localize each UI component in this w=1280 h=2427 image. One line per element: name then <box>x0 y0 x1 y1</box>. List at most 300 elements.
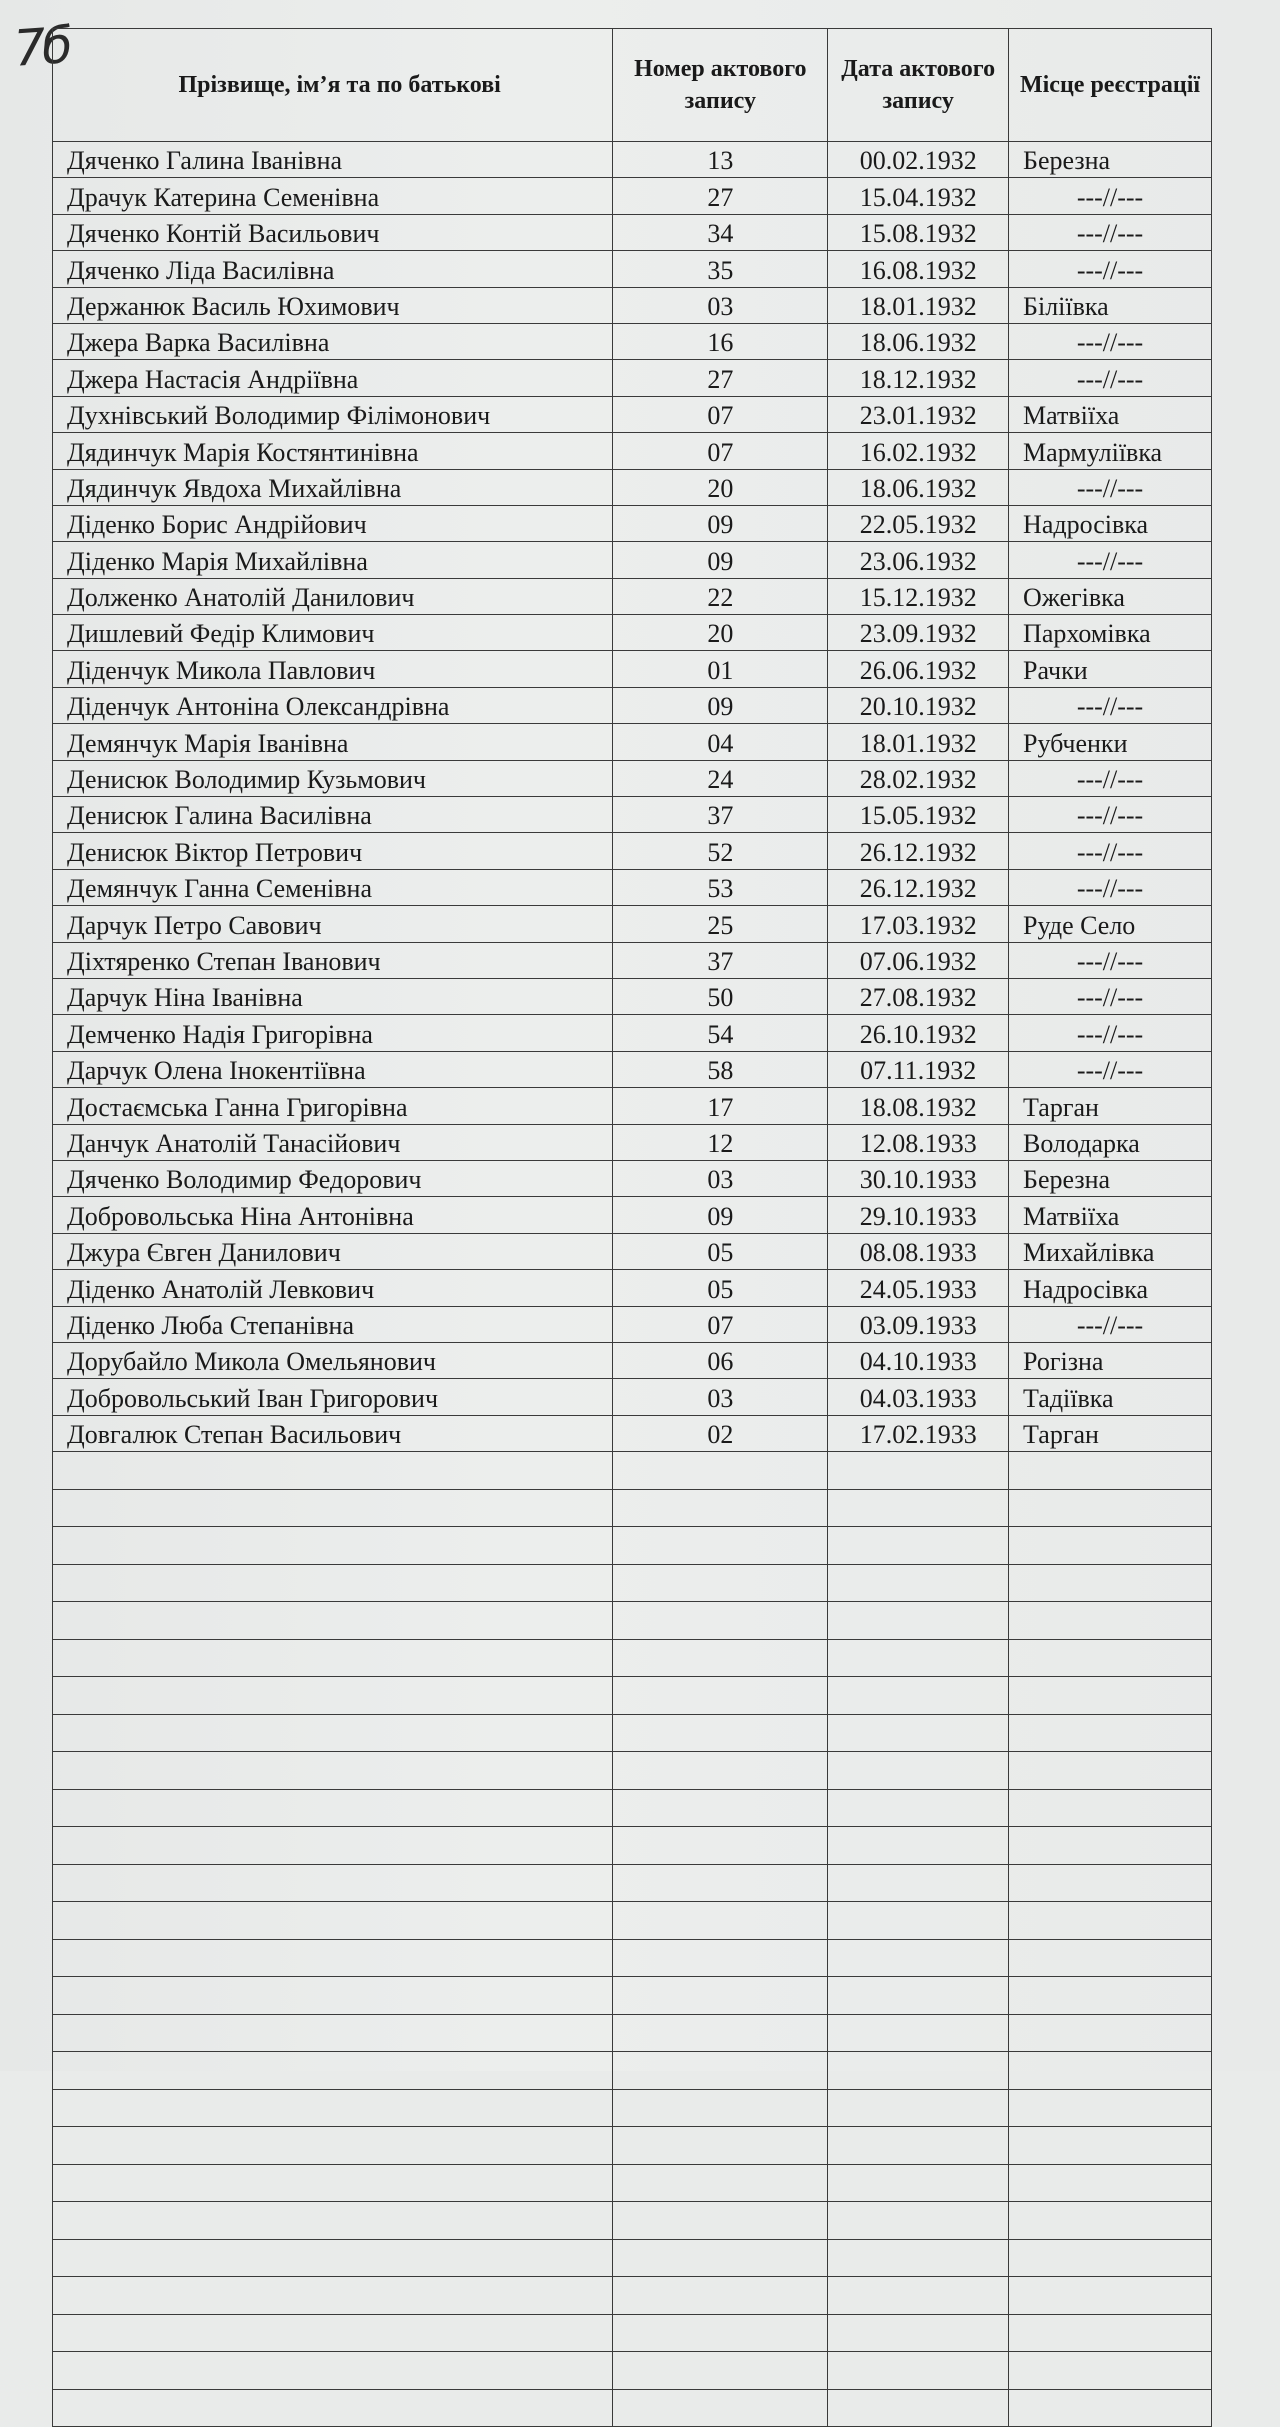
cell-record-date: 04.03.1933 <box>828 1379 1009 1415</box>
cell-name: Демянчук Марія Іванівна <box>53 724 613 760</box>
cell-record-number: 16 <box>613 323 828 359</box>
cell-place: ---//--- <box>1009 760 1212 796</box>
cell-record-date: 20.10.1932 <box>828 687 1009 723</box>
empty-cell <box>613 1714 828 1752</box>
cell-record-date: 15.05.1932 <box>828 797 1009 833</box>
cell-name: Дядинчук Явдоха Михайлівна <box>53 469 613 505</box>
empty-cell <box>613 2089 828 2127</box>
empty-cell <box>1009 1452 1212 1490</box>
empty-cell <box>828 2239 1009 2277</box>
cell-record-number: 22 <box>613 578 828 614</box>
cell-place: Біліївка <box>1009 287 1212 323</box>
cell-name: Демченко Надія Григорівна <box>53 1015 613 1051</box>
empty-cell <box>828 1527 1009 1565</box>
cell-place: Тарган <box>1009 1088 1212 1124</box>
cell-name: Діденко Марія Михайлівна <box>53 542 613 578</box>
cell-record-number: 17 <box>613 1088 828 1124</box>
empty-cell <box>613 1639 828 1677</box>
table-row <box>53 360 1212 396</box>
empty-cell <box>53 1752 613 1790</box>
cell-name: Денисюк Віктор Петрович <box>53 833 613 869</box>
cell-record-number: 25 <box>613 906 828 942</box>
empty-cell <box>613 2352 828 2390</box>
table-row <box>53 651 1212 687</box>
cell-record-number: 09 <box>613 687 828 723</box>
cell-record-date: 30.10.1933 <box>828 1160 1009 1196</box>
cell-record-number: 12 <box>613 1124 828 1160</box>
empty-cell <box>828 1752 1009 1790</box>
cell-place: Матвіїха <box>1009 1197 1212 1233</box>
cell-place: ---//--- <box>1009 833 1212 869</box>
cell-record-date: 04.10.1933 <box>828 1342 1009 1378</box>
empty-cell <box>1009 1714 1212 1752</box>
empty-cell <box>613 1789 828 1827</box>
empty-cell <box>1009 2089 1212 2127</box>
table-row <box>53 142 1212 178</box>
empty-cell <box>828 1489 1009 1527</box>
cell-record-number: 27 <box>613 360 828 396</box>
empty-cell <box>828 1864 1009 1902</box>
empty-cell <box>613 2164 828 2202</box>
cell-record-date: 22.05.1932 <box>828 505 1009 541</box>
empty-cell <box>613 1602 828 1640</box>
empty-cell <box>53 1564 613 1602</box>
empty-row <box>53 1452 1212 1490</box>
empty-row <box>53 2277 1212 2315</box>
empty-cell <box>53 2164 613 2202</box>
cell-record-number: 09 <box>613 505 828 541</box>
empty-cell <box>1009 2014 1212 2052</box>
cell-place: Березна <box>1009 1160 1212 1196</box>
empty-row <box>53 2314 1212 2352</box>
empty-row <box>53 1789 1212 1827</box>
cell-place: ---//--- <box>1009 178 1212 214</box>
empty-cell <box>53 1789 613 1827</box>
empty-cell <box>1009 2314 1212 2352</box>
empty-row <box>53 2352 1212 2390</box>
cell-name: Дядинчук Марія Костянтинівна <box>53 433 613 469</box>
cell-name: Дишлевий Федір Климович <box>53 615 613 651</box>
cell-record-number: 06 <box>613 1342 828 1378</box>
cell-name: Діденко Борис Андрійович <box>53 505 613 541</box>
cell-place: Надросівка <box>1009 505 1212 541</box>
cell-place: ---//--- <box>1009 323 1212 359</box>
cell-name: Добровольська Ніна Антонівна <box>53 1197 613 1233</box>
empty-cell <box>828 2202 1009 2240</box>
table-row <box>53 1415 1212 1451</box>
registry-table <box>52 28 1212 2427</box>
empty-cell <box>1009 2127 1212 2165</box>
empty-cell <box>828 1564 1009 1602</box>
cell-record-number: 50 <box>613 978 828 1014</box>
empty-row <box>53 2014 1212 2052</box>
cell-record-number: 13 <box>613 142 828 178</box>
empty-cell <box>53 1714 613 1752</box>
empty-cell <box>828 2164 1009 2202</box>
header-place: Місце реєстрації <box>1009 29 1212 142</box>
header-record-date: Дата актового запису <box>828 29 1009 142</box>
empty-cell <box>1009 1752 1212 1790</box>
empty-cell <box>1009 1864 1212 1902</box>
table-row <box>53 797 1212 833</box>
table-row <box>53 1233 1212 1269</box>
cell-name: Діденчук Антоніна Олександрівна <box>53 687 613 723</box>
table-row <box>53 505 1212 541</box>
cell-record-number: 09 <box>613 1197 828 1233</box>
cell-place: ---//--- <box>1009 797 1212 833</box>
table-row <box>53 760 1212 796</box>
cell-record-date: 17.02.1933 <box>828 1415 1009 1451</box>
header-name: Прізвище, ім’я та по батькові <box>53 29 613 142</box>
empty-row <box>53 2052 1212 2090</box>
cell-place: ---//--- <box>1009 1306 1212 1342</box>
empty-cell <box>613 1827 828 1865</box>
cell-record-number: 24 <box>613 760 828 796</box>
cell-record-number: 20 <box>613 615 828 651</box>
cell-place: Тарган <box>1009 1415 1212 1451</box>
empty-cell <box>1009 1827 1212 1865</box>
empty-cell <box>1009 1977 1212 2015</box>
table-row <box>53 906 1212 942</box>
cell-place: ---//--- <box>1009 251 1212 287</box>
empty-cell <box>1009 1564 1212 1602</box>
cell-record-number: 20 <box>613 469 828 505</box>
cell-record-date: 27.08.1932 <box>828 978 1009 1014</box>
cell-record-date: 23.06.1932 <box>828 542 1009 578</box>
cell-name: Достаємська Ганна Григорівна <box>53 1088 613 1124</box>
table-row <box>53 615 1212 651</box>
empty-cell <box>1009 1489 1212 1527</box>
cell-place: Мармуліївка <box>1009 433 1212 469</box>
cell-place: ---//--- <box>1009 360 1212 396</box>
empty-cell <box>613 1864 828 1902</box>
table-row <box>53 1015 1212 1051</box>
cell-place: ---//--- <box>1009 869 1212 905</box>
empty-cell <box>613 2314 828 2352</box>
empty-row <box>53 1827 1212 1865</box>
cell-record-date: 00.02.1932 <box>828 142 1009 178</box>
cell-name: Добровольський Іван Григорович <box>53 1379 613 1415</box>
cell-record-number: 07 <box>613 396 828 432</box>
cell-record-number: 02 <box>613 1415 828 1451</box>
empty-row <box>53 1489 1212 1527</box>
empty-row <box>53 2202 1212 2240</box>
cell-name: Денисюк Володимир Кузьмович <box>53 760 613 796</box>
cell-record-date: 03.09.1933 <box>828 1306 1009 1342</box>
cell-name: Діденчук Микола Павлович <box>53 651 613 687</box>
cell-name: Діденко Люба Степанівна <box>53 1306 613 1342</box>
empty-cell <box>613 2014 828 2052</box>
empty-row <box>53 2089 1212 2127</box>
empty-cell <box>1009 1939 1212 1977</box>
empty-cell <box>1009 1639 1212 1677</box>
empty-cell <box>1009 2277 1212 2315</box>
empty-row <box>53 2389 1212 2427</box>
empty-cell <box>53 2202 613 2240</box>
cell-record-number: 03 <box>613 1160 828 1196</box>
table-row <box>53 178 1212 214</box>
empty-row <box>53 1939 1212 1977</box>
cell-record-date: 26.12.1932 <box>828 869 1009 905</box>
empty-cell <box>828 1602 1009 1640</box>
handwritten-page-number: 7б <box>12 16 71 78</box>
empty-row <box>53 1752 1212 1790</box>
empty-cell <box>53 2052 613 2090</box>
empty-cell <box>828 2352 1009 2390</box>
empty-cell <box>1009 2164 1212 2202</box>
empty-cell <box>613 2389 828 2427</box>
empty-cell <box>828 2052 1009 2090</box>
empty-cell <box>1009 1527 1212 1565</box>
empty-cell <box>53 2389 613 2427</box>
cell-name: Дорубайло Микола Омельянович <box>53 1342 613 1378</box>
table-row <box>53 724 1212 760</box>
cell-name: Держанюк Василь Юхимович <box>53 287 613 323</box>
cell-place: ---//--- <box>1009 978 1212 1014</box>
empty-cell <box>613 2052 828 2090</box>
empty-cell <box>828 1714 1009 1752</box>
empty-cell <box>1009 2389 1212 2427</box>
empty-row <box>53 1639 1212 1677</box>
empty-cell <box>53 1902 613 1940</box>
cell-record-date: 18.12.1932 <box>828 360 1009 396</box>
cell-place: Михайлівка <box>1009 1233 1212 1269</box>
table-row <box>53 1342 1212 1378</box>
cell-record-date: 16.08.1932 <box>828 251 1009 287</box>
empty-cell <box>1009 2239 1212 2277</box>
cell-record-date: 08.08.1933 <box>828 1233 1009 1269</box>
cell-record-date: 26.06.1932 <box>828 651 1009 687</box>
cell-place: Ожегівка <box>1009 578 1212 614</box>
cell-record-date: 18.01.1932 <box>828 287 1009 323</box>
cell-place: ---//--- <box>1009 469 1212 505</box>
cell-name: Джура Євген Данилович <box>53 1233 613 1269</box>
empty-cell <box>828 1939 1009 1977</box>
empty-cell <box>613 1939 828 1977</box>
empty-row <box>53 1864 1212 1902</box>
cell-place: Володарка <box>1009 1124 1212 1160</box>
empty-cell <box>613 2239 828 2277</box>
cell-record-date: 18.06.1932 <box>828 323 1009 359</box>
cell-name: Діхтяренко Степан Іванович <box>53 942 613 978</box>
empty-cell <box>53 2277 613 2315</box>
empty-cell <box>53 1639 613 1677</box>
cell-record-date: 16.02.1932 <box>828 433 1009 469</box>
cell-place: Руде Село <box>1009 906 1212 942</box>
cell-name: Дарчук Петро Савович <box>53 906 613 942</box>
empty-cell <box>53 1527 613 1565</box>
cell-record-date: 23.09.1932 <box>828 615 1009 651</box>
cell-record-number: 37 <box>613 942 828 978</box>
cell-name: Довгалюк Степан Васильович <box>53 1415 613 1451</box>
cell-record-date: 18.06.1932 <box>828 469 1009 505</box>
cell-place: Рубченки <box>1009 724 1212 760</box>
empty-row <box>53 1564 1212 1602</box>
empty-cell <box>1009 1902 1212 1940</box>
table-row <box>53 323 1212 359</box>
table-row <box>53 1306 1212 1342</box>
cell-name: Дяченко Галина Іванівна <box>53 142 613 178</box>
cell-name: Джера Настасія Андріївна <box>53 360 613 396</box>
empty-cell <box>613 1452 828 1490</box>
empty-cell <box>828 2277 1009 2315</box>
empty-cell <box>828 1977 1009 2015</box>
empty-row <box>53 1902 1212 1940</box>
cell-record-number: 07 <box>613 433 828 469</box>
table-row <box>53 1051 1212 1087</box>
table-row <box>53 251 1212 287</box>
cell-place: ---//--- <box>1009 542 1212 578</box>
cell-place: Рогізна <box>1009 1342 1212 1378</box>
empty-cell <box>53 1827 613 1865</box>
cell-name: Денисюк Галина Василівна <box>53 797 613 833</box>
empty-cell <box>53 1602 613 1640</box>
empty-cell <box>1009 2052 1212 2090</box>
table-row <box>53 396 1212 432</box>
cell-name: Дарчук Ніна Іванівна <box>53 978 613 1014</box>
cell-record-date: 24.05.1933 <box>828 1270 1009 1306</box>
cell-record-number: 37 <box>613 797 828 833</box>
cell-record-date: 23.01.1932 <box>828 396 1009 432</box>
cell-record-number: 34 <box>613 214 828 250</box>
empty-cell <box>613 2202 828 2240</box>
empty-cell <box>613 2277 828 2315</box>
cell-record-number: 01 <box>613 651 828 687</box>
table-row <box>53 433 1212 469</box>
cell-name: Дяченко Володимир Федорович <box>53 1160 613 1196</box>
cell-name: Долженко Анатолій Данилович <box>53 578 613 614</box>
cell-place: Пархомівка <box>1009 615 1212 651</box>
empty-cell <box>53 2014 613 2052</box>
cell-place: Матвіїха <box>1009 396 1212 432</box>
cell-place: Рачки <box>1009 651 1212 687</box>
empty-row <box>53 2127 1212 2165</box>
empty-cell <box>53 1977 613 2015</box>
empty-cell <box>1009 1677 1212 1715</box>
cell-place: Тадіївка <box>1009 1379 1212 1415</box>
table-row <box>53 687 1212 723</box>
table-row <box>53 1197 1212 1233</box>
cell-record-number: 07 <box>613 1306 828 1342</box>
empty-cell <box>53 2089 613 2127</box>
cell-record-date: 15.12.1932 <box>828 578 1009 614</box>
cell-record-date: 26.10.1932 <box>828 1015 1009 1051</box>
table-row <box>53 1270 1212 1306</box>
table-body <box>53 142 1212 2427</box>
empty-cell <box>613 2127 828 2165</box>
cell-place: Надросівка <box>1009 1270 1212 1306</box>
cell-name: Дяченко Контій Васильович <box>53 214 613 250</box>
cell-name: Данчук Анатолій Танасійович <box>53 1124 613 1160</box>
empty-cell <box>613 1564 828 1602</box>
empty-cell <box>53 1489 613 1527</box>
cell-name: Дяченко Ліда Василівна <box>53 251 613 287</box>
empty-cell <box>1009 2202 1212 2240</box>
empty-row <box>53 2164 1212 2202</box>
cell-place: ---//--- <box>1009 687 1212 723</box>
empty-row <box>53 1714 1212 1752</box>
cell-record-number: 27 <box>613 178 828 214</box>
cell-place: ---//--- <box>1009 1051 1212 1087</box>
empty-row <box>53 1527 1212 1565</box>
table-row <box>53 978 1212 1014</box>
cell-place: ---//--- <box>1009 942 1212 978</box>
empty-cell <box>53 2314 613 2352</box>
cell-record-date: 18.01.1932 <box>828 724 1009 760</box>
table-row <box>53 1088 1212 1124</box>
empty-row <box>53 1977 1212 2015</box>
empty-cell <box>828 1639 1009 1677</box>
header-record-number: Номер актового запису <box>613 29 828 142</box>
cell-record-date: 07.11.1932 <box>828 1051 1009 1087</box>
table-row <box>53 214 1212 250</box>
cell-place: Березна <box>1009 142 1212 178</box>
empty-cell <box>613 1677 828 1715</box>
empty-cell <box>53 1452 613 1490</box>
cell-record-number: 03 <box>613 1379 828 1415</box>
table-row <box>53 1124 1212 1160</box>
cell-record-date: 07.06.1932 <box>828 942 1009 978</box>
empty-cell <box>828 2014 1009 2052</box>
cell-record-date: 18.08.1932 <box>828 1088 1009 1124</box>
cell-record-date: 15.04.1932 <box>828 178 1009 214</box>
empty-cell <box>828 1789 1009 1827</box>
empty-cell <box>828 1677 1009 1715</box>
cell-place: ---//--- <box>1009 1015 1212 1051</box>
cell-record-number: 05 <box>613 1270 828 1306</box>
empty-cell <box>1009 1789 1212 1827</box>
empty-cell <box>613 1527 828 1565</box>
empty-cell <box>53 1864 613 1902</box>
table-header <box>53 29 1212 142</box>
cell-place: ---//--- <box>1009 214 1212 250</box>
empty-cell <box>828 2089 1009 2127</box>
empty-cell <box>613 1902 828 1940</box>
table-row <box>53 869 1212 905</box>
cell-record-number: 54 <box>613 1015 828 1051</box>
table-row <box>53 469 1212 505</box>
cell-record-number: 05 <box>613 1233 828 1269</box>
cell-record-number: 04 <box>613 724 828 760</box>
empty-cell <box>828 2389 1009 2427</box>
cell-name: Демянчук Ганна Семенівна <box>53 869 613 905</box>
table-row <box>53 942 1212 978</box>
empty-cell <box>53 2127 613 2165</box>
table-row <box>53 1160 1212 1196</box>
empty-cell <box>53 1939 613 1977</box>
cell-record-number: 03 <box>613 287 828 323</box>
cell-record-number: 53 <box>613 869 828 905</box>
cell-record-date: 26.12.1932 <box>828 833 1009 869</box>
cell-record-date: 17.03.1932 <box>828 906 1009 942</box>
empty-cell <box>828 1452 1009 1490</box>
empty-row <box>53 1602 1212 1640</box>
empty-row <box>53 2239 1212 2277</box>
cell-record-number: 58 <box>613 1051 828 1087</box>
cell-record-number: 52 <box>613 833 828 869</box>
empty-cell <box>828 2314 1009 2352</box>
empty-cell <box>613 1489 828 1527</box>
table-row <box>53 833 1212 869</box>
table-row <box>53 578 1212 614</box>
empty-cell <box>53 2239 613 2277</box>
empty-row <box>53 1677 1212 1715</box>
empty-cell <box>828 1902 1009 1940</box>
cell-name: Духнівський Володимир Філімонович <box>53 396 613 432</box>
header-row <box>53 29 1212 142</box>
empty-cell <box>53 1677 613 1715</box>
empty-cell <box>53 2352 613 2390</box>
